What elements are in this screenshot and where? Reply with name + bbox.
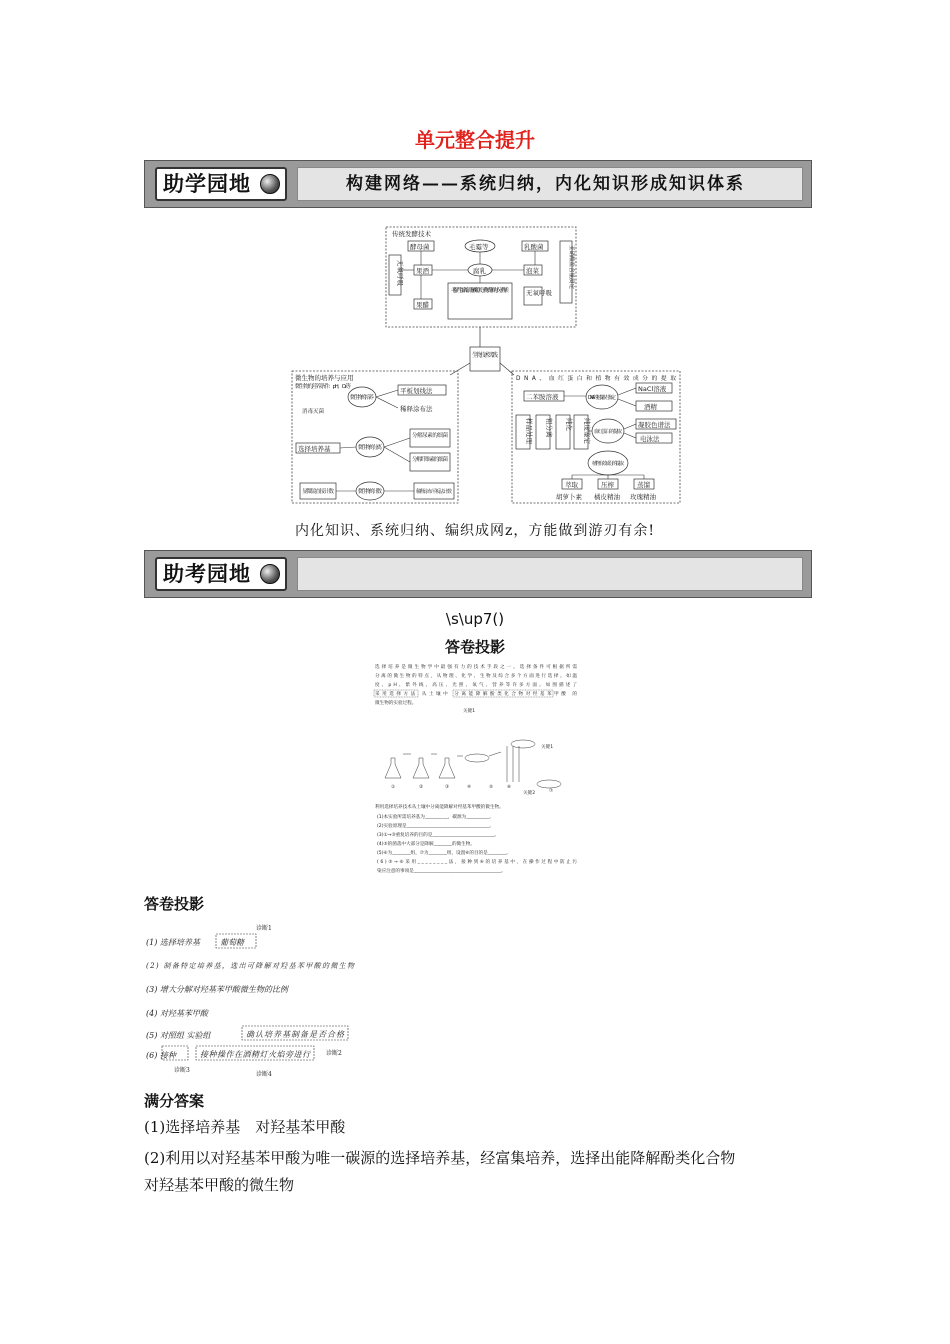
orange-oil-label: 橘皮精油: [594, 493, 620, 501]
anaerobic1-label: 无氧呼吸: [396, 260, 404, 286]
hemoglobin-label: 血红蛋白的提取: [594, 429, 622, 435]
num-5: ⑤: [489, 785, 494, 790]
diphenyl-label: 二苯胺溶液: [526, 393, 559, 401]
exam-q3: (3)①→③重复培养的目的是___________________________。: [377, 833, 499, 838]
num-1: ①: [391, 785, 396, 790]
pickle-label: 泡菜: [526, 267, 539, 275]
urea-label: 分解尿素的细菌: [412, 433, 448, 439]
hw-line-6b: 接种操作在酒精灯火焰旁进行: [200, 1050, 310, 1059]
micro-cond: 微生物的营养条件：pH，O₂等: [295, 384, 351, 390]
banner-label-text: 助考园地: [163, 562, 251, 586]
press-label: 压榨: [601, 481, 614, 489]
summary-note: 内化知识、系统归纳、编织成网z，方能做到游刃有余!: [294, 523, 655, 539]
answer-2a: (2)利用以对羟基苯甲酸为唯一碳源的选择培养基，经富集培养，选择出能降解酚类化合物: [144, 1149, 736, 1167]
diag-1: 诊断1: [256, 925, 272, 932]
extraction-label: 萃取: [565, 481, 578, 489]
nacl-label: NaCl溶液: [638, 385, 667, 393]
yeast-label: 酵母菌: [410, 243, 430, 251]
key1b-label: 关键1: [541, 745, 554, 750]
purity-label: 纯度鉴定: [583, 418, 591, 444]
mucor-label: 毛霉等: [469, 243, 489, 251]
key1-label: 关键1: [463, 709, 476, 714]
carotene-label: 胡萝卜素: [556, 493, 582, 501]
center-label: 生物技术实践: [472, 352, 498, 359]
ball-icon: [260, 174, 280, 194]
exam-para-4: 采用选择方法 从土壤中 分离能降解酚类化合物对羟基苯甲酸 的: [375, 692, 577, 697]
num-6: ⑥: [507, 785, 512, 790]
exam-q6: (6)⑤→⑥采用________法，接种到⑥的培养基中，在操作过程中防止污: [377, 860, 577, 865]
apparatus-drawing: [385, 740, 561, 788]
num-7: ⑦: [549, 789, 554, 794]
full-score-heading: 满分答案: [144, 1092, 205, 1110]
exam-q2: (2)实验原理是____________________________________。: [377, 824, 494, 829]
exam-para-5: 微生物的实验过程。: [375, 701, 417, 706]
exam-para-3: 度、pH、紫外线、高压、光照、氧气、营养等许多方面。如图描述了: [375, 683, 577, 688]
gel-label: 凝胶色谱法: [638, 421, 671, 429]
exam-question-image: [373, 660, 581, 882]
study-banner: [144, 160, 812, 208]
micro-header: 微生物的培养与应用: [295, 374, 354, 382]
select-medium-label: 选择培养基: [298, 445, 331, 453]
hw-line-2: (2) 制备特定培养基，选出可降解对羟基苯甲酸的微生物: [146, 962, 354, 970]
answer-projection-heading: 答卷投影: [144, 895, 205, 913]
nitrite-label: 亚硝酸盐含量测定: [568, 245, 574, 290]
answer-2b: 对羟基苯甲酸的微生物: [144, 1176, 295, 1194]
banner-text: [297, 557, 803, 591]
anaerobic2-label: 无氧呼吸: [526, 289, 552, 297]
exam-q4: (4)⑤的菌落中大部分是降解________的微生物。: [377, 842, 475, 847]
hw-line-4: (4) 对羟基苯甲酸: [146, 1009, 208, 1018]
hw-line-3: (3) 增大分解对羟基苯甲酸微生物的比例: [146, 985, 288, 994]
exam-para-1: 选择培养是微生物学中最强有力的技术手段之一。选择条件可根据所需: [375, 665, 577, 670]
lactic-label: 乳酸菌: [524, 243, 544, 251]
sterilize-label: 消毒灭菌: [302, 409, 325, 415]
hw-line-5b: 确认培养基制备是否合格: [246, 1030, 344, 1039]
sufu-label: 腐乳: [473, 267, 486, 275]
center-box: [470, 347, 500, 371]
exam-q7: 染应注意的事项是______________________________________。: [377, 869, 506, 874]
count-label: 微生物的计数: [358, 489, 382, 495]
plant-label: 植物有效成分的提取: [592, 461, 624, 467]
num-3: ③: [445, 785, 450, 790]
electro-label: 电泳法: [640, 435, 660, 443]
diag-4: 诊断4: [256, 1071, 272, 1078]
vinegar-label: 果醋: [416, 301, 429, 309]
microscope-label: 显微镜直接计数: [302, 489, 334, 495]
banner-label: [155, 557, 287, 591]
alcohol-label: 酒精: [644, 403, 657, 411]
exam-subtitle: 答卷投影: [444, 638, 505, 656]
banner-label: [155, 167, 287, 201]
exam-para-2: 分离的微生物的特点，从物理、化学、生物及综合多个方面进行选择。如温: [375, 674, 577, 679]
knowledge-mindmap: [290, 225, 682, 505]
code-text: \s\up7(): [445, 610, 505, 628]
sep-label: 粗分离: [545, 418, 553, 438]
key2-label: 关键2: [523, 791, 536, 796]
num-2: ②: [419, 785, 424, 790]
cellulose-label: 分解纤维素的细菌: [412, 457, 448, 463]
banner-label-text: 助学园地: [163, 172, 251, 196]
wine-label: 果酒: [416, 267, 429, 275]
mucor-note: 毛霉产生蛋白酶、脂肪酶将大分子物质分解为小分子物质: [451, 288, 509, 294]
hw-line-1: (1) 选择培养基: [146, 938, 200, 947]
dna-header: DNA、血红蛋白和植物有效成分的提取: [516, 376, 676, 382]
ball-icon: [260, 564, 280, 584]
plate-count-label: 稀释涂布平板法计数: [416, 489, 452, 495]
exam-q5: (5)⑥为________组，⑦为________组，设置⑥的目的是________。: [377, 851, 511, 856]
diag-2: 诊断2: [326, 1050, 342, 1057]
dilution-label: 稀释涂布法: [400, 405, 433, 413]
purify-label: 纯化: [565, 418, 573, 431]
answer-1: (1)选择培养基 对羟基苯甲酸: [144, 1118, 346, 1136]
num-4: ④: [467, 785, 472, 790]
hw-line-1b: 葡萄糖: [220, 938, 244, 947]
streak-label: 平板划线法: [400, 387, 433, 395]
hw-line-5: (5) 对照组 实验组: [146, 1031, 211, 1040]
culture-label: 微生物的培养: [350, 395, 374, 401]
exam-q1: (1)本实验所需培养基为__________，碳源为__________。: [377, 815, 494, 820]
hw-line-6: (6) 接种: [146, 1051, 176, 1060]
distill-label: 蒸馏: [637, 481, 650, 489]
banner-text: 构建网络——系统归纳，内化知识形成知识体系: [297, 167, 803, 201]
rose-oil-label: 玫瑰精油: [630, 493, 656, 501]
page-title: 单元整合提升: [415, 128, 535, 152]
exam-banner: [144, 550, 812, 598]
diag-3: 诊断3: [174, 1067, 190, 1074]
dna-extract-label: DNA的粗提取与鉴定: [588, 395, 616, 401]
exam-question: 利用选择培养技术从土壤中分离能降解对羟基苯甲酸的微生物。: [375, 805, 504, 810]
sample-label: 样品处理: [525, 418, 533, 444]
fermentation-header: 传统发酵技术: [392, 230, 431, 238]
separate-label: 微生物的分离: [358, 445, 382, 451]
handwritten-answer-image: [144, 918, 364, 1083]
